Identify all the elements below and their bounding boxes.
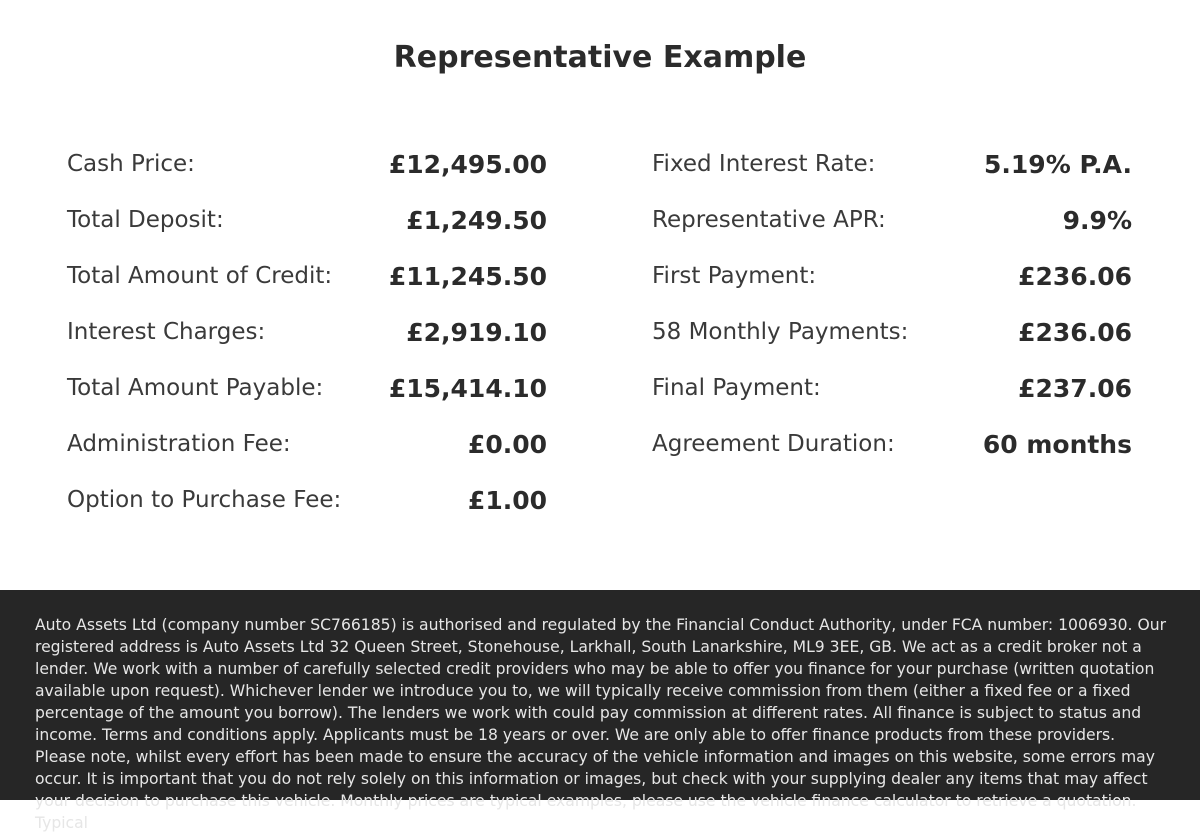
detail-label: First Payment: bbox=[652, 263, 817, 289]
detail-row-first-payment bbox=[652, 248, 1132, 304]
detail-label: Option to Purchase Fee: bbox=[67, 487, 342, 513]
detail-row-monthly-payments bbox=[652, 304, 1132, 360]
detail-row-admin-fee bbox=[67, 416, 547, 472]
detail-value: £1.00 bbox=[467, 485, 547, 515]
detail-value: 5.19% P.A. bbox=[984, 149, 1132, 179]
detail-label: Final Payment: bbox=[652, 375, 821, 401]
detail-value: £236.06 bbox=[1018, 261, 1132, 291]
detail-row-fixed-rate bbox=[652, 136, 1132, 192]
detail-value: 60 months bbox=[982, 429, 1132, 459]
detail-row-apr bbox=[652, 192, 1132, 248]
detail-label: Total Amount of Credit: bbox=[67, 263, 333, 289]
footer-disclaimer: Auto Assets Ltd (company number SC766185) is authorised and regulated by the Financial Conduct Authority, under FCA number: 1006930. Our registered address is Auto Assets Ltd 32 Queen Street, Stonehouse, Larkhall, South Lanarkshire, ML9 3EE, GB. We act as a credit broker not a lender. We work with a number of carefully selected credit providers who may be able to offer you finance for your purchase (written quotation available upon request). Whichever lender we introduce you to, we will typically receive commission from them (either a fixed fee or a fixed percentage of the amount you borrow). The lenders we work with could pay commission at different rates. All finance is subject to status and income. Terms and conditions apply. Applicants must be 18 years or over. We are only able to offer finance products from these providers. Please note, whilst every effort has been made to ensure the accuracy of the vehicle information and images on this website, some errors may occur. It is important that you do not rely solely on this information or images, but check with your supplying dealer any items that may affect your decision to purchase this vehicle. Monthly prices are typical examples, please use the vehicle finance calculator to retrieve a quotation. Typical bbox=[35, 616, 1167, 832]
detail-row-final-payment bbox=[652, 360, 1132, 416]
detail-row-cash-price bbox=[67, 136, 547, 192]
detail-value: £15,414.10 bbox=[388, 373, 547, 403]
detail-label: 58 Monthly Payments: bbox=[652, 319, 909, 345]
finance-details-right-column bbox=[652, 136, 1132, 472]
detail-label: Representative APR: bbox=[652, 207, 886, 233]
detail-label: Administration Fee: bbox=[67, 431, 291, 457]
detail-label: Interest Charges: bbox=[67, 319, 266, 345]
detail-label: Total Amount Payable: bbox=[67, 375, 324, 401]
footer bbox=[0, 590, 1200, 832]
detail-value: £0.00 bbox=[467, 429, 547, 459]
detail-value: £1,249.50 bbox=[406, 205, 547, 235]
section-title: Representative Example bbox=[393, 40, 807, 75]
detail-value: £12,495.00 bbox=[388, 149, 547, 179]
finance-details-left-column bbox=[67, 136, 547, 528]
detail-row-total-credit bbox=[67, 248, 547, 304]
detail-row-interest-charges bbox=[67, 304, 547, 360]
detail-row-option-fee bbox=[67, 472, 547, 528]
detail-value: 9.9% bbox=[1062, 205, 1132, 235]
detail-label: Total Deposit: bbox=[67, 207, 224, 233]
detail-value: £2,919.10 bbox=[406, 317, 547, 347]
detail-value: £236.06 bbox=[1018, 317, 1132, 347]
detail-label: Agreement Duration: bbox=[652, 431, 895, 457]
detail-row-agreement-duration bbox=[652, 416, 1132, 472]
detail-value: £237.06 bbox=[1018, 373, 1132, 403]
detail-row-total-deposit bbox=[67, 192, 547, 248]
detail-value: £11,245.50 bbox=[388, 261, 547, 291]
detail-label: Cash Price: bbox=[67, 151, 195, 177]
detail-row-total-payable bbox=[67, 360, 547, 416]
detail-label: Fixed Interest Rate: bbox=[652, 151, 876, 177]
